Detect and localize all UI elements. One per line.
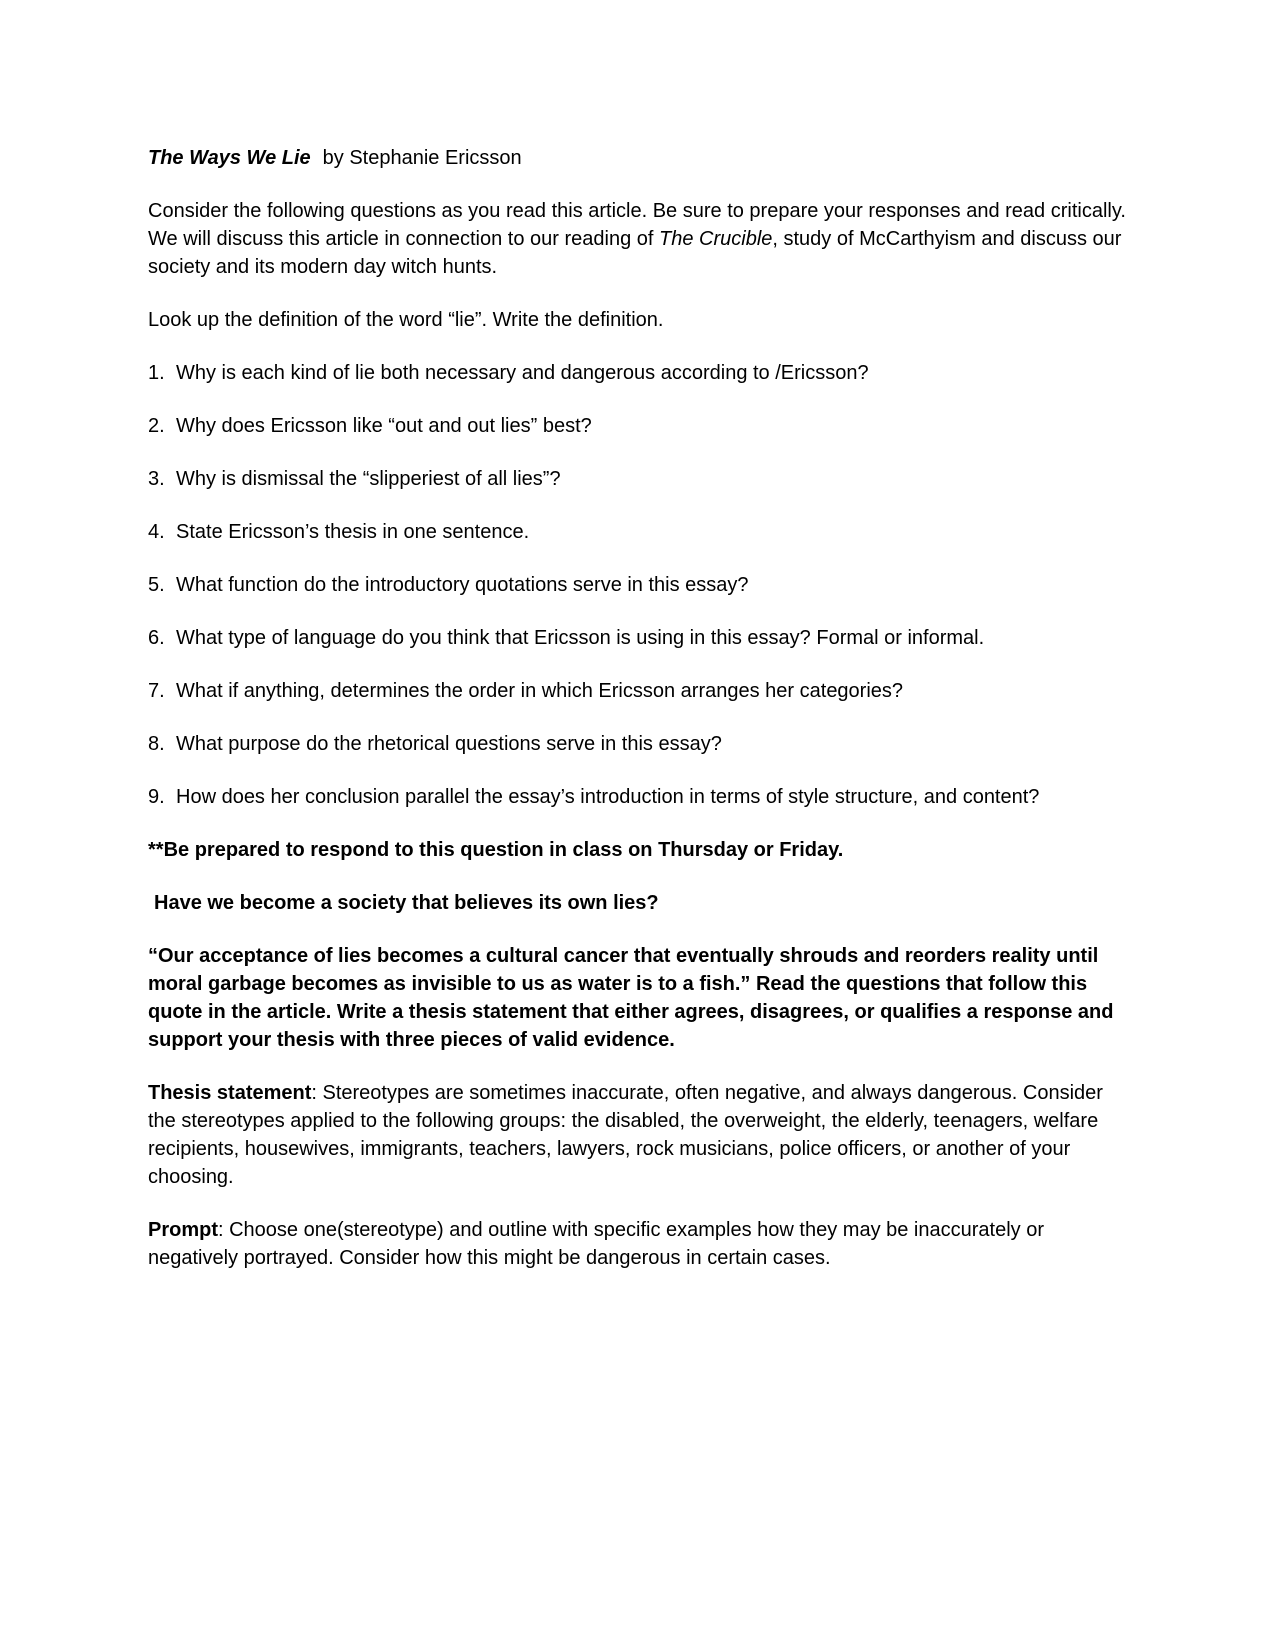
definition-task: Look up the definition of the word “lie”. Write the definition. [148,309,664,331]
thesis-label: Thesis statement [148,1082,312,1104]
question-number: 1. [148,362,165,384]
question-text: What if anything, determines the order in which Ericsson arranges her categories? [176,680,904,702]
thesis-paragraph [148,1079,1133,1191]
question-item [148,465,1133,493]
question-item [148,677,1133,705]
question-text: Why is dismissal the “slipperiest of all lies”? [176,468,561,490]
question-item [148,518,1133,546]
question-number: 4. [148,521,165,543]
document-page [148,144,1133,1297]
question-item [148,412,1133,440]
intro-text-after: , study of McCarthyism and discuss our society and its modern day witch hunts. [148,228,1122,278]
prompt-paragraph [148,1216,1133,1272]
question-number: 2. [148,415,165,437]
question-item [148,783,1133,811]
prompt-text: : Choose one(stereotype) and outline with specific examples how they may be inaccurately or negatively portrayed. Consider how this might be dangerous in certain cases. [148,1219,1044,1269]
question-text: State Ericsson’s thesis in one sentence. [176,521,530,543]
thesis-text: : Stereotypes are sometimes inaccurate, often negative, and always dangerous. Consider the stereotypes applied to the following groups: the disabled, the overweight, the elderly, teenagers, welfare recipients, housewives, immigrants, teachers, lawyers, rock musicians, police officers, or another of your choosing. [148,1082,1103,1188]
question-number: 9. [148,786,165,808]
question-number: 8. [148,733,165,755]
question-text: Why does Ericsson like “out and out lies” best? [176,415,592,437]
question-number: 3. [148,468,165,490]
intro-book-title: The Crucible [659,228,773,250]
question-list [148,359,1133,811]
prompt-label: Prompt [148,1219,218,1241]
document-title: The Ways We Lie [148,147,311,169]
question-number: 5. [148,574,165,596]
question-item [148,624,1133,652]
question-text: How does her conclusion parallel the essay’s introduction in terms of style structure, and content? [176,786,1040,808]
question-text: What purpose do the rhetorical questions serve in this essay? [176,733,722,755]
question-text: What type of language do you think that Ericsson is using in this essay? Formal or informal. [176,627,985,649]
intro-text-before: Consider the following questions as you read this article. Be sure to prepare your responses and read critically. We will discuss this article in connection to our reading of [148,200,1126,250]
intro-paragraph [148,197,1133,281]
question-number: 7. [148,680,165,702]
society-question: Have we become a society that believes its own lies? [154,892,659,914]
question-item [148,730,1133,758]
question-item [148,359,1133,387]
document-header [148,144,1133,172]
document-author: by Stephanie Ericsson [322,147,522,169]
prep-note: **Be prepared to respond to this question in class on Thursday or Friday. [148,839,844,861]
question-text: What function do the introductory quotations serve in this essay? [176,574,749,596]
question-number: 6. [148,627,165,649]
quote-task: “Our acceptance of lies becomes a cultural cancer that eventually shrouds and reorders reality until moral garbage becomes as invisible to us as water is to a fish.” Read the questions that follow this quote in the article. Write a thesis statement that either agrees, disagrees, or qualifies a response and support your thesis with three pieces of valid evidence. [148,945,1114,1051]
question-item [148,571,1133,599]
question-text: Why is each kind of lie both necessary and dangerous according to /Ericsson? [176,362,869,384]
